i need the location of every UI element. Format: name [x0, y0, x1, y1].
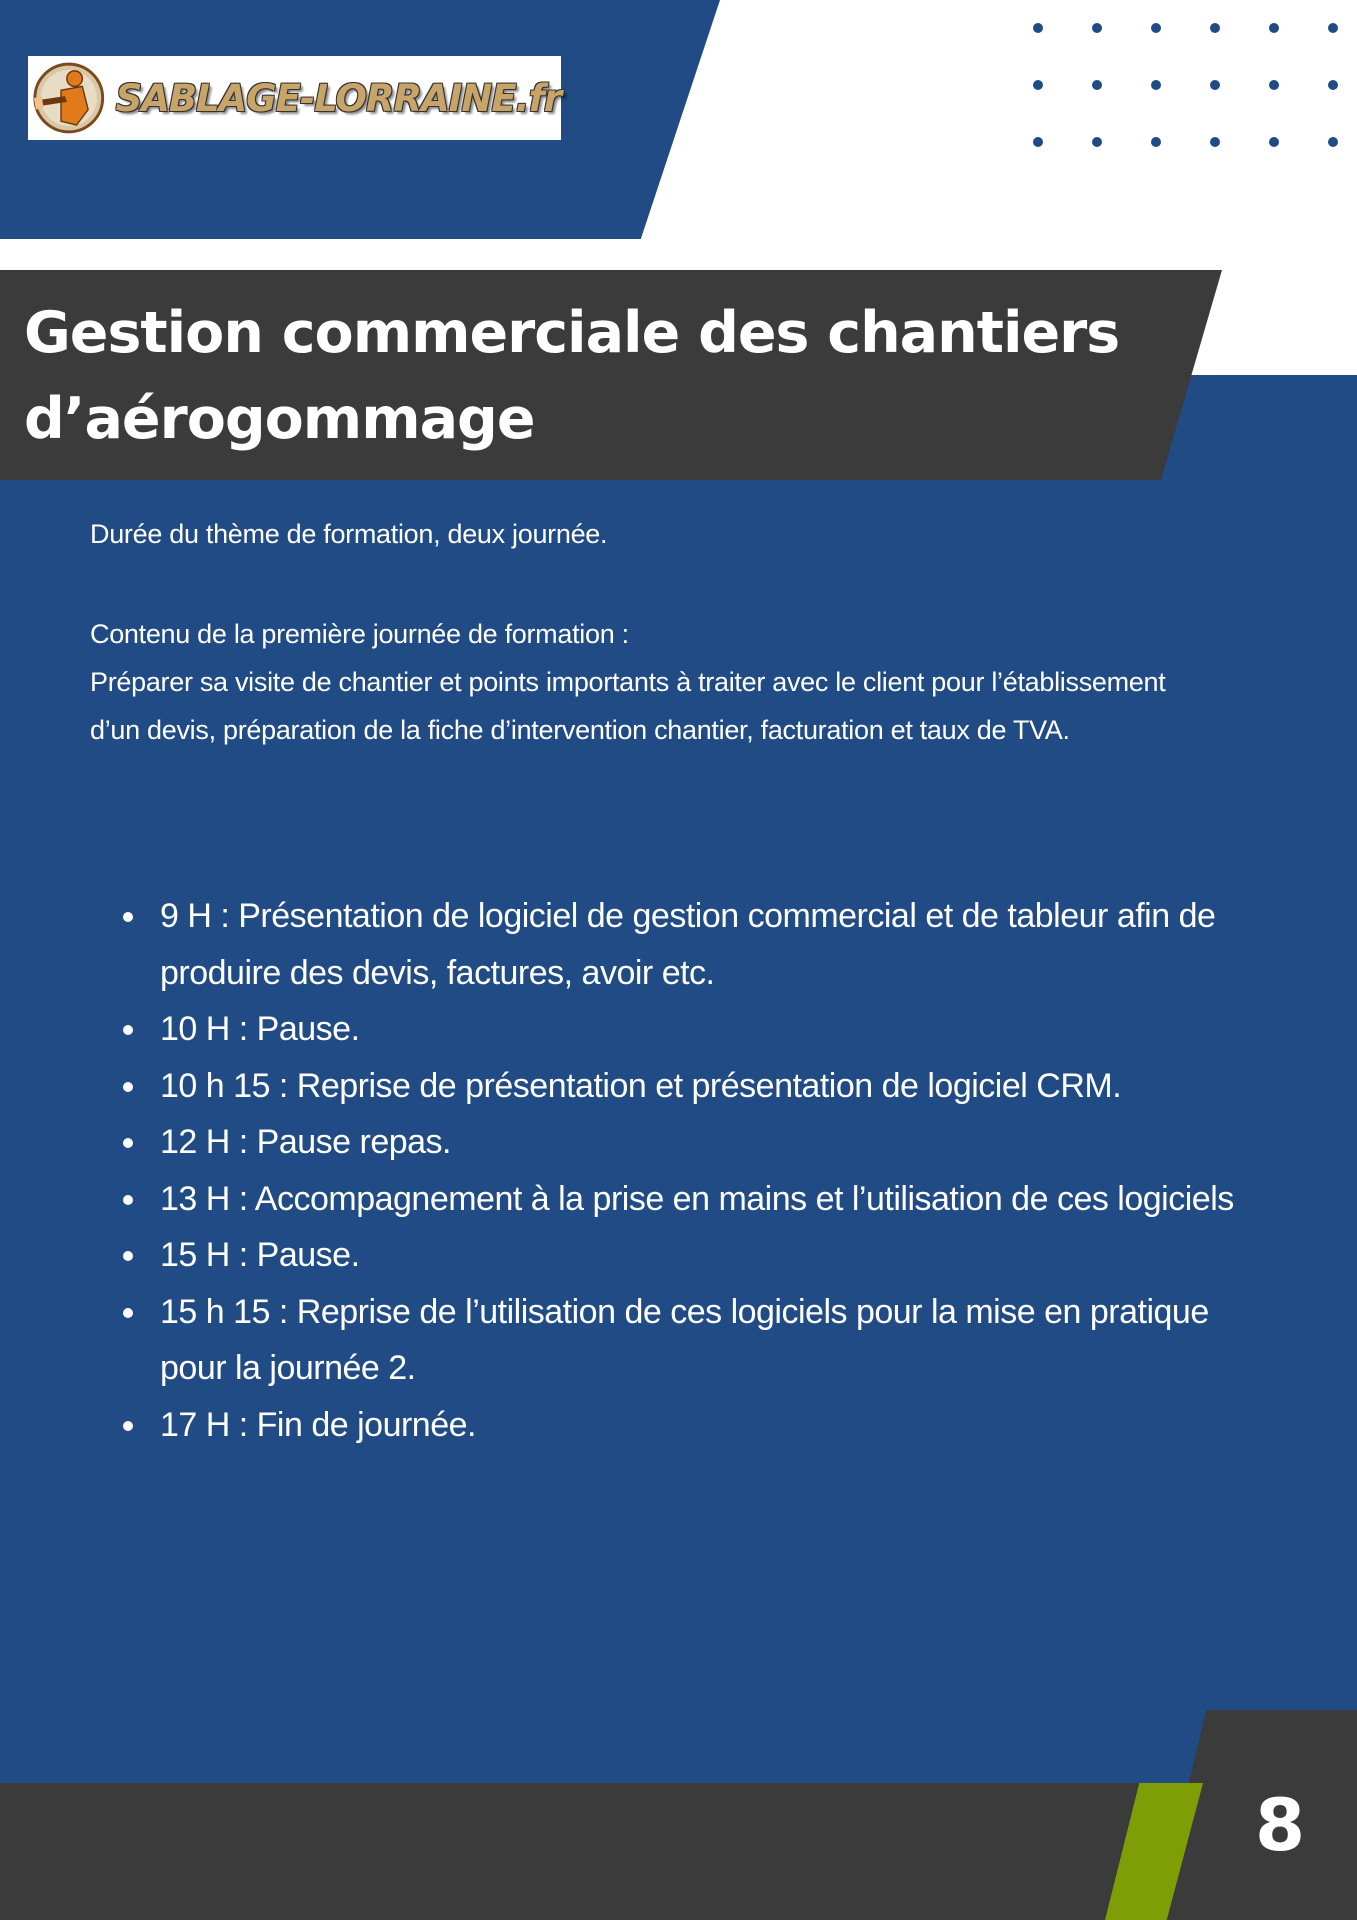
decorative-dot: [1210, 80, 1220, 90]
schedule-item-text: 10 H : Pause.: [160, 1010, 360, 1048]
schedule-item: [160, 1114, 1270, 1171]
schedule-item: [160, 1058, 1270, 1115]
bullet-icon: [123, 1251, 133, 1261]
bullet-icon: [123, 1308, 133, 1318]
schedule-item-text: 15 h 15 : Reprise de l’utilisation de ces logiciels pour la mise en pratique pour la journée 2.: [160, 1292, 1209, 1387]
content-description: Préparer sa visite de chantier et points importants à traiter avec le client pour l’établissement d’un devis, préparation de la fiche d’intervention chantier, facturation et taux de TVA.: [90, 667, 1166, 745]
bullet-icon: [123, 1082, 133, 1092]
page-title: Gestion commerciale des chantiers d’aérogommage: [24, 300, 1120, 452]
decorative-dot: [1210, 23, 1220, 33]
decorative-dot: [1092, 137, 1102, 147]
intro-section: [90, 510, 1210, 754]
logo-wordmark: SABLAGE-LORRAINE.fr: [115, 76, 561, 120]
schedule-item-text: 12 H : Pause repas.: [160, 1123, 452, 1161]
sandblaster-worker-emblem-icon: [32, 60, 106, 136]
content-heading: Contenu de la première journée de formation :: [90, 619, 629, 649]
training-duration: Durée du thème de formation, deux journée.: [90, 519, 608, 549]
schedule-item: [160, 1397, 1270, 1454]
decorative-dot-grid: [1010, 16, 1350, 156]
decorative-dot: [1269, 137, 1279, 147]
decorative-dot: [1328, 137, 1338, 147]
bullet-icon: [123, 912, 133, 922]
decorative-dot: [1269, 80, 1279, 90]
bullet-icon: [123, 1195, 133, 1205]
decorative-dot: [1033, 137, 1043, 147]
decorative-dot: [1210, 137, 1220, 147]
schedule-item: [160, 1284, 1270, 1397]
schedule-item-text: 17 H : Fin de journée.: [160, 1405, 476, 1444]
decorative-dot: [1092, 23, 1102, 33]
decorative-dot: [1328, 23, 1338, 33]
brand-logo: [28, 56, 561, 140]
decorative-dot: [1151, 137, 1161, 147]
page-number: 8: [1254, 1783, 1306, 1867]
decorative-dot: [1033, 80, 1043, 90]
decorative-dot: [1033, 23, 1043, 33]
schedule-item: [160, 888, 1270, 1001]
schedule-item-text: 9 H : Présentation de logiciel de gestion commercial et de tableur afin de produire des devis, factures, avoir etc.: [160, 897, 1216, 992]
decorative-dot: [1328, 80, 1338, 90]
schedule-item: [160, 1171, 1270, 1228]
bullet-icon: [123, 1138, 133, 1148]
schedule-item-text: 15 H : Pause.: [160, 1236, 360, 1274]
decorative-dot: [1151, 80, 1161, 90]
schedule-item-text: 13 H : Accompagnement à la prise en mains et l’utilisation de ces logiciels: [160, 1179, 1234, 1218]
decorative-dot: [1092, 80, 1102, 90]
bullet-icon: [123, 1025, 133, 1035]
schedule-list: [90, 888, 1270, 1453]
schedule-item-text: 10 h 15 : Reprise de présentation et présentation de logiciel CRM.: [160, 1066, 1122, 1105]
schedule-item: [160, 1227, 1270, 1284]
decorative-dot: [1269, 23, 1279, 33]
schedule-item: [160, 1001, 1270, 1058]
decorative-dot: [1151, 23, 1161, 33]
bullet-icon: [123, 1421, 133, 1431]
